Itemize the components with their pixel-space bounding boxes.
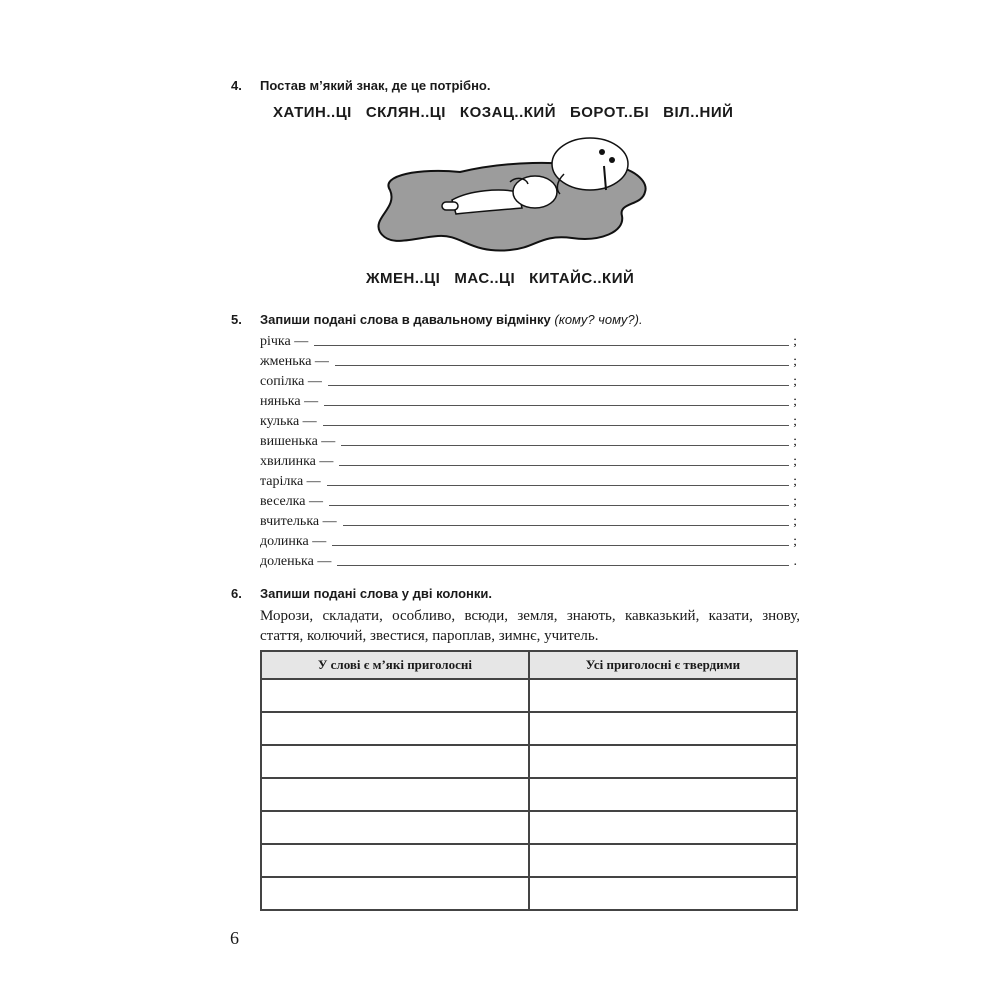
word-item: БОРОТ..БІ bbox=[569, 104, 650, 121]
answer-line[interactable] bbox=[260, 431, 797, 450]
line-ending: ; bbox=[793, 394, 797, 409]
task-5-number: 5. bbox=[231, 312, 242, 327]
table-cell[interactable] bbox=[261, 877, 529, 910]
table-cell[interactable] bbox=[261, 679, 529, 712]
task-4-title: Постав м’який знак, де це потрібно. bbox=[260, 78, 491, 93]
line-ending: ; bbox=[793, 434, 797, 449]
answer-line[interactable] bbox=[260, 411, 797, 430]
answer-line[interactable] bbox=[260, 331, 797, 350]
line-ending: ; bbox=[793, 334, 797, 349]
table-cell[interactable] bbox=[529, 712, 797, 745]
line-ending: . bbox=[793, 554, 797, 569]
table-cell[interactable] bbox=[529, 679, 797, 712]
word-item: ВІЛ..НИЙ bbox=[663, 104, 734, 121]
page-number: 6 bbox=[230, 928, 239, 948]
line-word: веселка — bbox=[260, 494, 323, 509]
column-header-soft: У слові є м’які приголосні bbox=[261, 651, 529, 679]
word-item: ЖМЕН..ЦІ bbox=[366, 270, 441, 287]
writing-rule[interactable] bbox=[328, 384, 789, 386]
answer-line[interactable] bbox=[260, 451, 797, 470]
writing-rule[interactable] bbox=[332, 544, 789, 546]
table-cell[interactable] bbox=[529, 778, 797, 811]
table-row bbox=[261, 712, 797, 745]
task-5-hint: (кому? чому?). bbox=[554, 312, 643, 327]
table-row bbox=[261, 811, 797, 844]
writing-rule[interactable] bbox=[323, 424, 789, 426]
answer-line[interactable] bbox=[260, 471, 797, 490]
word-item: КИТАЙС..КИЙ bbox=[529, 270, 635, 287]
line-word: тарілка — bbox=[260, 474, 321, 489]
line-ending: ; bbox=[793, 374, 797, 389]
task-6-word-list: Морози, складати, особливо, всюди, земля, знають, кавказький, казати, знову, стаття, колючий, звестися, пароплав, зимнє, учитель. bbox=[260, 608, 800, 644]
word-item: КОЗАЦ..КИЙ bbox=[459, 104, 556, 121]
task-6-title: Запиши подані слова у дві колонки. bbox=[260, 586, 493, 601]
line-ending: ; bbox=[793, 534, 797, 549]
table-row bbox=[261, 844, 797, 877]
melting-snowman-illustration bbox=[360, 130, 660, 260]
table-row bbox=[261, 745, 797, 778]
line-word: долинка — bbox=[260, 534, 327, 549]
table-cell[interactable] bbox=[529, 745, 797, 778]
writing-rule[interactable] bbox=[327, 484, 789, 486]
table-row bbox=[261, 679, 797, 712]
writing-rule[interactable] bbox=[335, 364, 789, 366]
writing-rule[interactable] bbox=[343, 524, 789, 526]
task-5-title-text: Запиши подані слова в давальному відмінку bbox=[260, 312, 551, 327]
line-word: доленька — bbox=[260, 554, 332, 569]
writing-rule[interactable] bbox=[324, 404, 789, 406]
table-cell[interactable] bbox=[529, 877, 797, 910]
task-4-number: 4. bbox=[231, 78, 242, 93]
line-word: жменька — bbox=[260, 354, 329, 369]
line-word: кулька — bbox=[260, 414, 317, 429]
answer-line[interactable] bbox=[260, 371, 797, 390]
two-column-table bbox=[260, 650, 798, 911]
table-cell[interactable] bbox=[261, 712, 529, 745]
table-cell[interactable] bbox=[261, 811, 529, 844]
table-cell[interactable] bbox=[529, 844, 797, 877]
writing-rule[interactable] bbox=[337, 564, 789, 566]
line-word: хвилинка — bbox=[260, 454, 334, 469]
line-word: річка — bbox=[260, 334, 309, 349]
line-word: сопілка — bbox=[260, 374, 322, 389]
answer-line[interactable] bbox=[260, 511, 797, 530]
line-ending: ; bbox=[793, 494, 797, 509]
table-cell[interactable] bbox=[529, 811, 797, 844]
line-word: вчителька — bbox=[260, 514, 337, 529]
answer-line[interactable] bbox=[260, 351, 797, 370]
table-cell[interactable] bbox=[261, 745, 529, 778]
line-ending: ; bbox=[793, 354, 797, 369]
line-ending: ; bbox=[793, 454, 797, 469]
table-row bbox=[261, 877, 797, 910]
writing-rule[interactable] bbox=[339, 464, 789, 466]
task-6-number: 6. bbox=[231, 586, 242, 601]
answer-line[interactable] bbox=[260, 391, 797, 410]
writing-rule[interactable] bbox=[341, 444, 789, 446]
table-row bbox=[261, 778, 797, 811]
writing-rule[interactable] bbox=[314, 344, 789, 346]
task-4-words-row-2 bbox=[366, 270, 634, 287]
task-4-words-row-1 bbox=[273, 104, 733, 121]
word-item: ХАТИН..ЦІ bbox=[273, 104, 352, 121]
writing-rule[interactable] bbox=[329, 504, 789, 506]
line-word: вишенька — bbox=[260, 434, 336, 449]
line-ending: ; bbox=[793, 414, 797, 429]
word-item: МАС..ЦІ bbox=[454, 270, 516, 287]
answer-line[interactable] bbox=[260, 551, 797, 570]
line-word: нянька — bbox=[260, 394, 319, 409]
word-item: СКЛЯН..ЦІ bbox=[365, 104, 446, 121]
line-ending: ; bbox=[793, 514, 797, 529]
task-5-title bbox=[260, 312, 643, 327]
answer-line[interactable] bbox=[260, 531, 797, 550]
table-cell[interactable] bbox=[261, 778, 529, 811]
answer-line[interactable] bbox=[260, 491, 797, 510]
column-header-hard: Усі приголосні є твердими bbox=[529, 651, 797, 679]
line-ending: ; bbox=[793, 474, 797, 489]
table-cell[interactable] bbox=[261, 844, 529, 877]
